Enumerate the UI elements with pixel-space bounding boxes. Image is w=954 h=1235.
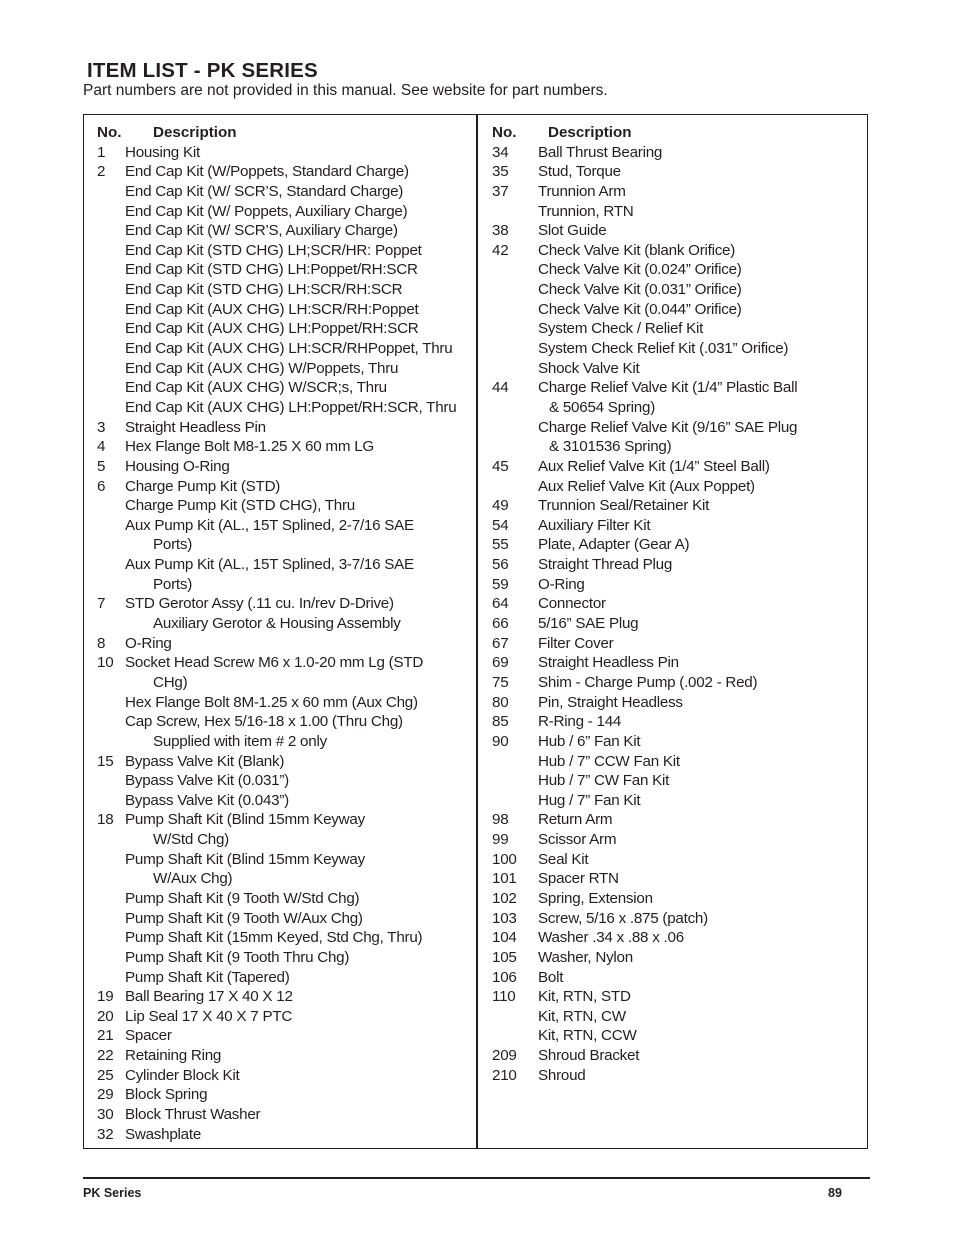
item-description: Socket Head Screw M6 x 1.0-20 mm Lg (STD: [125, 654, 424, 672]
list-item: [97, 928, 471, 948]
item-description: Filter Cover: [538, 634, 614, 652]
item-description: Pump Shaft Kit (Blind 15mm Keyway: [125, 811, 365, 829]
item-number: 42: [492, 241, 509, 259]
list-item: [492, 673, 862, 693]
list-item: [492, 202, 862, 222]
list-item: [492, 221, 862, 241]
list-item: [97, 457, 471, 477]
item-description: Kit, RTN, CW: [538, 1007, 626, 1025]
item-description: & 50654 Spring): [549, 398, 656, 416]
list-item: [492, 300, 862, 320]
item-number: 15: [97, 752, 114, 770]
list-item: [492, 693, 862, 713]
list-item: [492, 457, 862, 477]
list-item: [97, 673, 471, 693]
item-description: Kit, RTN, STD: [538, 988, 631, 1006]
list-item: [97, 339, 471, 359]
item-number: 66: [492, 615, 509, 633]
item-description: Pump Shaft Kit (Tapered): [125, 968, 290, 986]
item-description: Connector: [538, 595, 606, 613]
item-description: Spacer RTN: [538, 870, 619, 888]
item-description: Pump Shaft Kit (Blind 15mm Keyway: [125, 850, 365, 868]
item-description: O-Ring: [538, 575, 585, 593]
header-no: No.: [97, 124, 122, 141]
list-item: [492, 810, 862, 830]
item-description: End Cap Kit (W/Poppets, Standard Charge): [125, 163, 409, 181]
list-item: [97, 889, 471, 909]
item-number: 45: [492, 457, 509, 475]
page-number: 89: [828, 1186, 842, 1200]
item-number: 59: [492, 575, 509, 593]
item-description: Check Valve Kit (blank Orifice): [538, 241, 736, 259]
list-item: [492, 830, 862, 850]
item-description: Aux Pump Kit (AL., 15T Splined, 3-7/16 SAE: [125, 556, 414, 574]
column-divider: [476, 115, 478, 1148]
item-description: Shroud: [538, 1066, 586, 1084]
left-header-row: [97, 123, 471, 143]
right-rows: [492, 143, 862, 1086]
item-description: Straight Headless Pin: [538, 654, 679, 672]
item-description: End Cap Kit (AUX CHG) LH:Poppet/RH:SCR: [125, 320, 419, 338]
list-item: [97, 300, 471, 320]
item-number: 105: [492, 948, 517, 966]
item-description: Stud, Torque: [538, 163, 621, 181]
list-item: [492, 516, 862, 536]
item-number: 102: [492, 889, 517, 907]
item-description: Screw, 5/16 x .875 (patch): [538, 909, 708, 927]
list-item: [492, 555, 862, 575]
list-item: [492, 987, 862, 1007]
list-item: [97, 653, 471, 673]
list-item: [492, 319, 862, 339]
item-list-table: [83, 114, 868, 1149]
list-item: [97, 634, 471, 654]
item-number: 80: [492, 693, 509, 711]
list-item: [97, 162, 471, 182]
item-description: End Cap Kit (AUX CHG) LH:SCR/RHPoppet, Thru: [125, 340, 453, 358]
item-number: 32: [97, 1125, 114, 1143]
item-number: 100: [492, 850, 517, 868]
item-description: End Cap Kit (W/ SCR’S, Standard Charge): [125, 182, 404, 200]
item-description: Pump Shaft Kit (9 Tooth W/Aux Chg): [125, 909, 363, 927]
header-description: Description: [548, 124, 632, 141]
list-item: [97, 1125, 471, 1145]
list-item: [97, 319, 471, 339]
list-item: [97, 202, 471, 222]
item-description: Kit, RTN, CCW: [538, 1027, 637, 1045]
list-item: [492, 182, 862, 202]
list-item: [97, 378, 471, 398]
list-item: [97, 418, 471, 438]
item-description: Aux Relief Valve Kit (1/4” Steel Ball): [538, 457, 770, 475]
list-item: [97, 732, 471, 752]
item-description: Charge Pump Kit (STD CHG), Thru: [125, 497, 355, 515]
list-item: [97, 575, 471, 595]
item-number: 55: [492, 536, 509, 554]
list-item: [97, 398, 471, 418]
list-item: [492, 869, 862, 889]
item-description: Supplied with item # 2 only: [153, 732, 327, 750]
item-description: Ball Thrust Bearing: [538, 143, 663, 161]
item-description: Hex Flange Bolt 8M-1.25 x 60 mm (Aux Chg): [125, 693, 418, 711]
item-description: & 3101536 Spring): [549, 438, 672, 456]
item-description: End Cap Kit (AUX CHG) LH:SCR/RH:Poppet: [125, 300, 419, 318]
item-number: 8: [97, 634, 106, 652]
item-number: 209: [492, 1047, 517, 1065]
item-description: Block Thrust Washer: [125, 1106, 261, 1124]
item-description: Slot Guide: [538, 222, 607, 240]
list-item: [97, 1007, 471, 1027]
header-no: No.: [492, 124, 517, 141]
item-description: Lip Seal 17 X 40 X 7 PTC: [125, 1007, 293, 1025]
list-item: [97, 810, 471, 830]
item-number: 54: [492, 516, 509, 534]
list-item: [97, 752, 471, 772]
list-item: [97, 909, 471, 929]
list-item: [492, 594, 862, 614]
item-number: 19: [97, 988, 114, 1006]
item-number: 5: [97, 457, 106, 475]
item-description: Hex Flange Bolt M8-1.25 X 60 mm LG: [125, 438, 374, 456]
item-description: Straight Headless Pin: [125, 418, 266, 436]
list-item: [97, 496, 471, 516]
header-description: Description: [153, 124, 237, 141]
list-item: [97, 555, 471, 575]
item-description: Scissor Arm: [538, 831, 617, 849]
item-number: 106: [492, 968, 517, 986]
item-description: R-Ring - 144: [538, 713, 622, 731]
item-description: Straight Thread Plug: [538, 556, 673, 574]
list-item: [97, 280, 471, 300]
item-description: Shock Valve Kit: [538, 359, 640, 377]
list-item: [492, 752, 862, 772]
item-number: 30: [97, 1106, 114, 1124]
item-number: 37: [492, 182, 509, 200]
list-item: [492, 1007, 862, 1027]
item-description: Bolt: [538, 968, 564, 986]
list-item: [97, 182, 471, 202]
item-description: Trunnion Seal/Retainer Kit: [538, 497, 710, 515]
item-description: STD Gerotor Assy (.11 cu. In/rev D-Drive): [125, 595, 394, 613]
list-item: [492, 418, 862, 438]
list-item: [492, 1066, 862, 1086]
item-description: Pump Shaft Kit (9 Tooth Thru Chg): [125, 948, 350, 966]
item-number: 20: [97, 1007, 114, 1025]
list-item: [492, 477, 862, 497]
right-column: [492, 123, 862, 1085]
item-description: End Cap Kit (AUX CHG) W/SCR;s, Thru: [125, 379, 387, 397]
list-item: [492, 162, 862, 182]
list-item: [492, 791, 862, 811]
item-number: 35: [492, 163, 509, 181]
list-item: [97, 1105, 471, 1125]
item-number: 29: [97, 1086, 114, 1104]
item-description: Ports): [153, 575, 193, 593]
list-item: [492, 909, 862, 929]
item-number: 98: [492, 811, 509, 829]
list-item: [492, 928, 862, 948]
item-number: 44: [492, 379, 509, 397]
item-number: 75: [492, 673, 509, 691]
list-item: [97, 241, 471, 261]
list-item: [97, 693, 471, 713]
item-description: Retaining Ring: [125, 1047, 222, 1065]
item-description: Ball Bearing 17 X 40 X 12: [125, 988, 293, 1006]
item-description: Hub / 7” CCW Fan Kit: [538, 752, 680, 770]
item-description: W/Std Chg): [153, 831, 229, 849]
item-description: Plate, Adapter (Gear A): [538, 536, 690, 554]
list-item: [97, 1066, 471, 1086]
list-item: [97, 614, 471, 634]
list-item: [492, 850, 862, 870]
item-number: 6: [97, 477, 106, 495]
item-number: 25: [97, 1066, 114, 1084]
list-item: [492, 437, 862, 457]
item-number: 69: [492, 654, 509, 672]
item-description: Ports): [153, 536, 193, 554]
list-item: [492, 496, 862, 516]
item-description: Swashplate: [125, 1125, 202, 1143]
item-description: Block Spring: [125, 1086, 208, 1104]
footer-rule: [83, 1177, 870, 1179]
list-item: [97, 948, 471, 968]
item-description: Aux Pump Kit (AL., 15T Splined, 2-7/16 SAE: [125, 516, 414, 534]
list-item: [97, 260, 471, 280]
item-description: 5/16” SAE Plug: [538, 615, 639, 633]
list-item: [97, 143, 471, 163]
item-description: Aux Relief Valve Kit (Aux Poppet): [538, 477, 755, 495]
item-description: Shim - Charge Pump (.002 - Red): [538, 673, 758, 691]
list-item: [492, 378, 862, 398]
item-number: 104: [492, 929, 517, 947]
item-description: Trunnion Arm: [538, 182, 626, 200]
item-description: End Cap Kit (AUX CHG) W/Poppets, Thru: [125, 359, 399, 377]
item-description: Bypass Valve Kit (Blank): [125, 752, 285, 770]
item-description: Pin, Straight Headless: [538, 693, 683, 711]
item-description: Washer, Nylon: [538, 948, 633, 966]
item-description: Housing O-Ring: [125, 457, 230, 475]
item-number: 49: [492, 497, 509, 515]
item-description: Auxiliary Filter Kit: [538, 516, 651, 534]
item-number: 85: [492, 713, 509, 731]
list-item: [97, 1046, 471, 1066]
item-number: 110: [492, 988, 516, 1006]
item-description: End Cap Kit (W/ SCR’S, Auxiliary Charge): [125, 222, 398, 240]
item-description: Hub / 6” Fan Kit: [538, 732, 641, 750]
item-description: Charge Relief Valve Kit (1/4” Plastic Ball: [538, 379, 798, 397]
list-item: [97, 791, 471, 811]
list-item: [97, 712, 471, 732]
list-item: [97, 850, 471, 870]
item-number: 103: [492, 909, 517, 927]
left-rows: [97, 143, 471, 1145]
item-description: Auxiliary Gerotor & Housing Assembly: [153, 615, 401, 633]
item-description: System Check / Relief Kit: [538, 320, 704, 338]
item-description: Hug / 7” Fan Kit: [538, 791, 641, 809]
item-number: 210: [492, 1066, 517, 1084]
item-description: Housing Kit: [125, 143, 200, 161]
item-description: End Cap Kit (STD CHG) LH:Poppet/RH:SCR: [125, 261, 418, 279]
list-item: [97, 221, 471, 241]
item-description: End Cap Kit (STD CHG) LH;SCR/HR: Poppet: [125, 241, 422, 259]
list-item: [97, 1085, 471, 1105]
item-number: 22: [97, 1047, 114, 1065]
item-number: 99: [492, 831, 509, 849]
list-item: [97, 830, 471, 850]
list-item: [97, 968, 471, 988]
list-item: [492, 712, 862, 732]
item-number: 2: [97, 163, 106, 181]
item-description: Charge Pump Kit (STD): [125, 477, 281, 495]
list-item: [97, 477, 471, 497]
item-number: 56: [492, 556, 509, 574]
list-item: [97, 437, 471, 457]
list-item: [492, 1026, 862, 1046]
list-item: [492, 948, 862, 968]
list-item: [492, 653, 862, 673]
list-item: [97, 869, 471, 889]
item-description: Cap Screw, Hex 5/16-18 x 1.00 (Thru Chg): [125, 713, 403, 731]
item-description: Cylinder Block Kit: [125, 1066, 240, 1084]
list-item: [492, 1046, 862, 1066]
item-description: Trunnion, RTN: [538, 202, 634, 220]
item-description: Seal Kit: [538, 850, 589, 868]
list-item: [492, 535, 862, 555]
list-item: [97, 987, 471, 1007]
item-description: Check Valve Kit (0.024” Orifice): [538, 261, 742, 279]
list-item: [492, 359, 862, 379]
item-description: End Cap Kit (W/ Poppets, Auxiliary Charge): [125, 202, 408, 220]
item-number: 4: [97, 438, 106, 456]
item-description: System Check Relief Kit (.031” Orifice): [538, 340, 789, 358]
list-item: [492, 398, 862, 418]
left-column: [97, 123, 471, 1144]
list-item: [97, 516, 471, 536]
item-number: 90: [492, 732, 509, 750]
list-item: [492, 241, 862, 261]
item-description: Spring, Extension: [538, 889, 653, 907]
footer-series: PK Series: [83, 1186, 142, 1200]
item-number: 1: [97, 143, 106, 161]
item-number: 3: [97, 418, 106, 436]
item-number: 38: [492, 222, 509, 240]
item-description: Spacer: [125, 1027, 172, 1045]
list-item: [492, 732, 862, 752]
item-description: Charge Relief Valve Kit (9/16” SAE Plug: [538, 418, 798, 436]
page-subtitle: Part numbers are not provided in this manual. See website for part numbers.: [83, 82, 608, 99]
item-number: 34: [492, 143, 509, 161]
page-title: ITEM LIST - PK SERIES: [87, 59, 318, 82]
item-description: Hub / 7” CW Fan Kit: [538, 772, 670, 790]
item-description: End Cap Kit (STD CHG) LH:SCR/RH:SCR: [125, 281, 403, 299]
list-item: [97, 1026, 471, 1046]
list-item: [492, 968, 862, 988]
item-number: 18: [97, 811, 114, 829]
list-item: [97, 359, 471, 379]
list-item: [492, 575, 862, 595]
item-description: Pump Shaft Kit (9 Tooth W/Std Chg): [125, 889, 360, 907]
item-number: 67: [492, 634, 509, 652]
list-item: [492, 260, 862, 280]
item-number: 64: [492, 595, 509, 613]
item-description: O-Ring: [125, 634, 172, 652]
item-number: 101: [492, 870, 517, 888]
item-description: Bypass Valve Kit (0.031”): [125, 772, 289, 790]
item-number: 21: [97, 1027, 114, 1045]
right-header-row: [492, 123, 862, 143]
list-item: [492, 771, 862, 791]
list-item: [97, 771, 471, 791]
item-description: Bypass Valve Kit (0.043”): [125, 791, 289, 809]
item-description: Shroud Bracket: [538, 1047, 640, 1065]
list-item: [97, 535, 471, 555]
list-item: [97, 594, 471, 614]
item-description: Check Valve Kit (0.031” Orifice): [538, 281, 742, 299]
item-description: Pump Shaft Kit (15mm Keyed, Std Chg, Thru): [125, 929, 423, 947]
list-item: [492, 143, 862, 163]
item-number: 7: [97, 595, 106, 613]
item-description: End Cap Kit (AUX CHG) LH:Poppet/RH:SCR, Thru: [125, 398, 457, 416]
item-description: CHg): [153, 673, 188, 691]
item-description: W/Aux Chg): [153, 870, 233, 888]
item-number: 10: [97, 654, 114, 672]
item-description: Washer .34 x .88 x .06: [538, 929, 684, 947]
item-description: Check Valve Kit (0.044” Orifice): [538, 300, 742, 318]
list-item: [492, 634, 862, 654]
list-item: [492, 339, 862, 359]
list-item: [492, 280, 862, 300]
list-item: [492, 889, 862, 909]
item-description: Return Arm: [538, 811, 613, 829]
list-item: [492, 614, 862, 634]
